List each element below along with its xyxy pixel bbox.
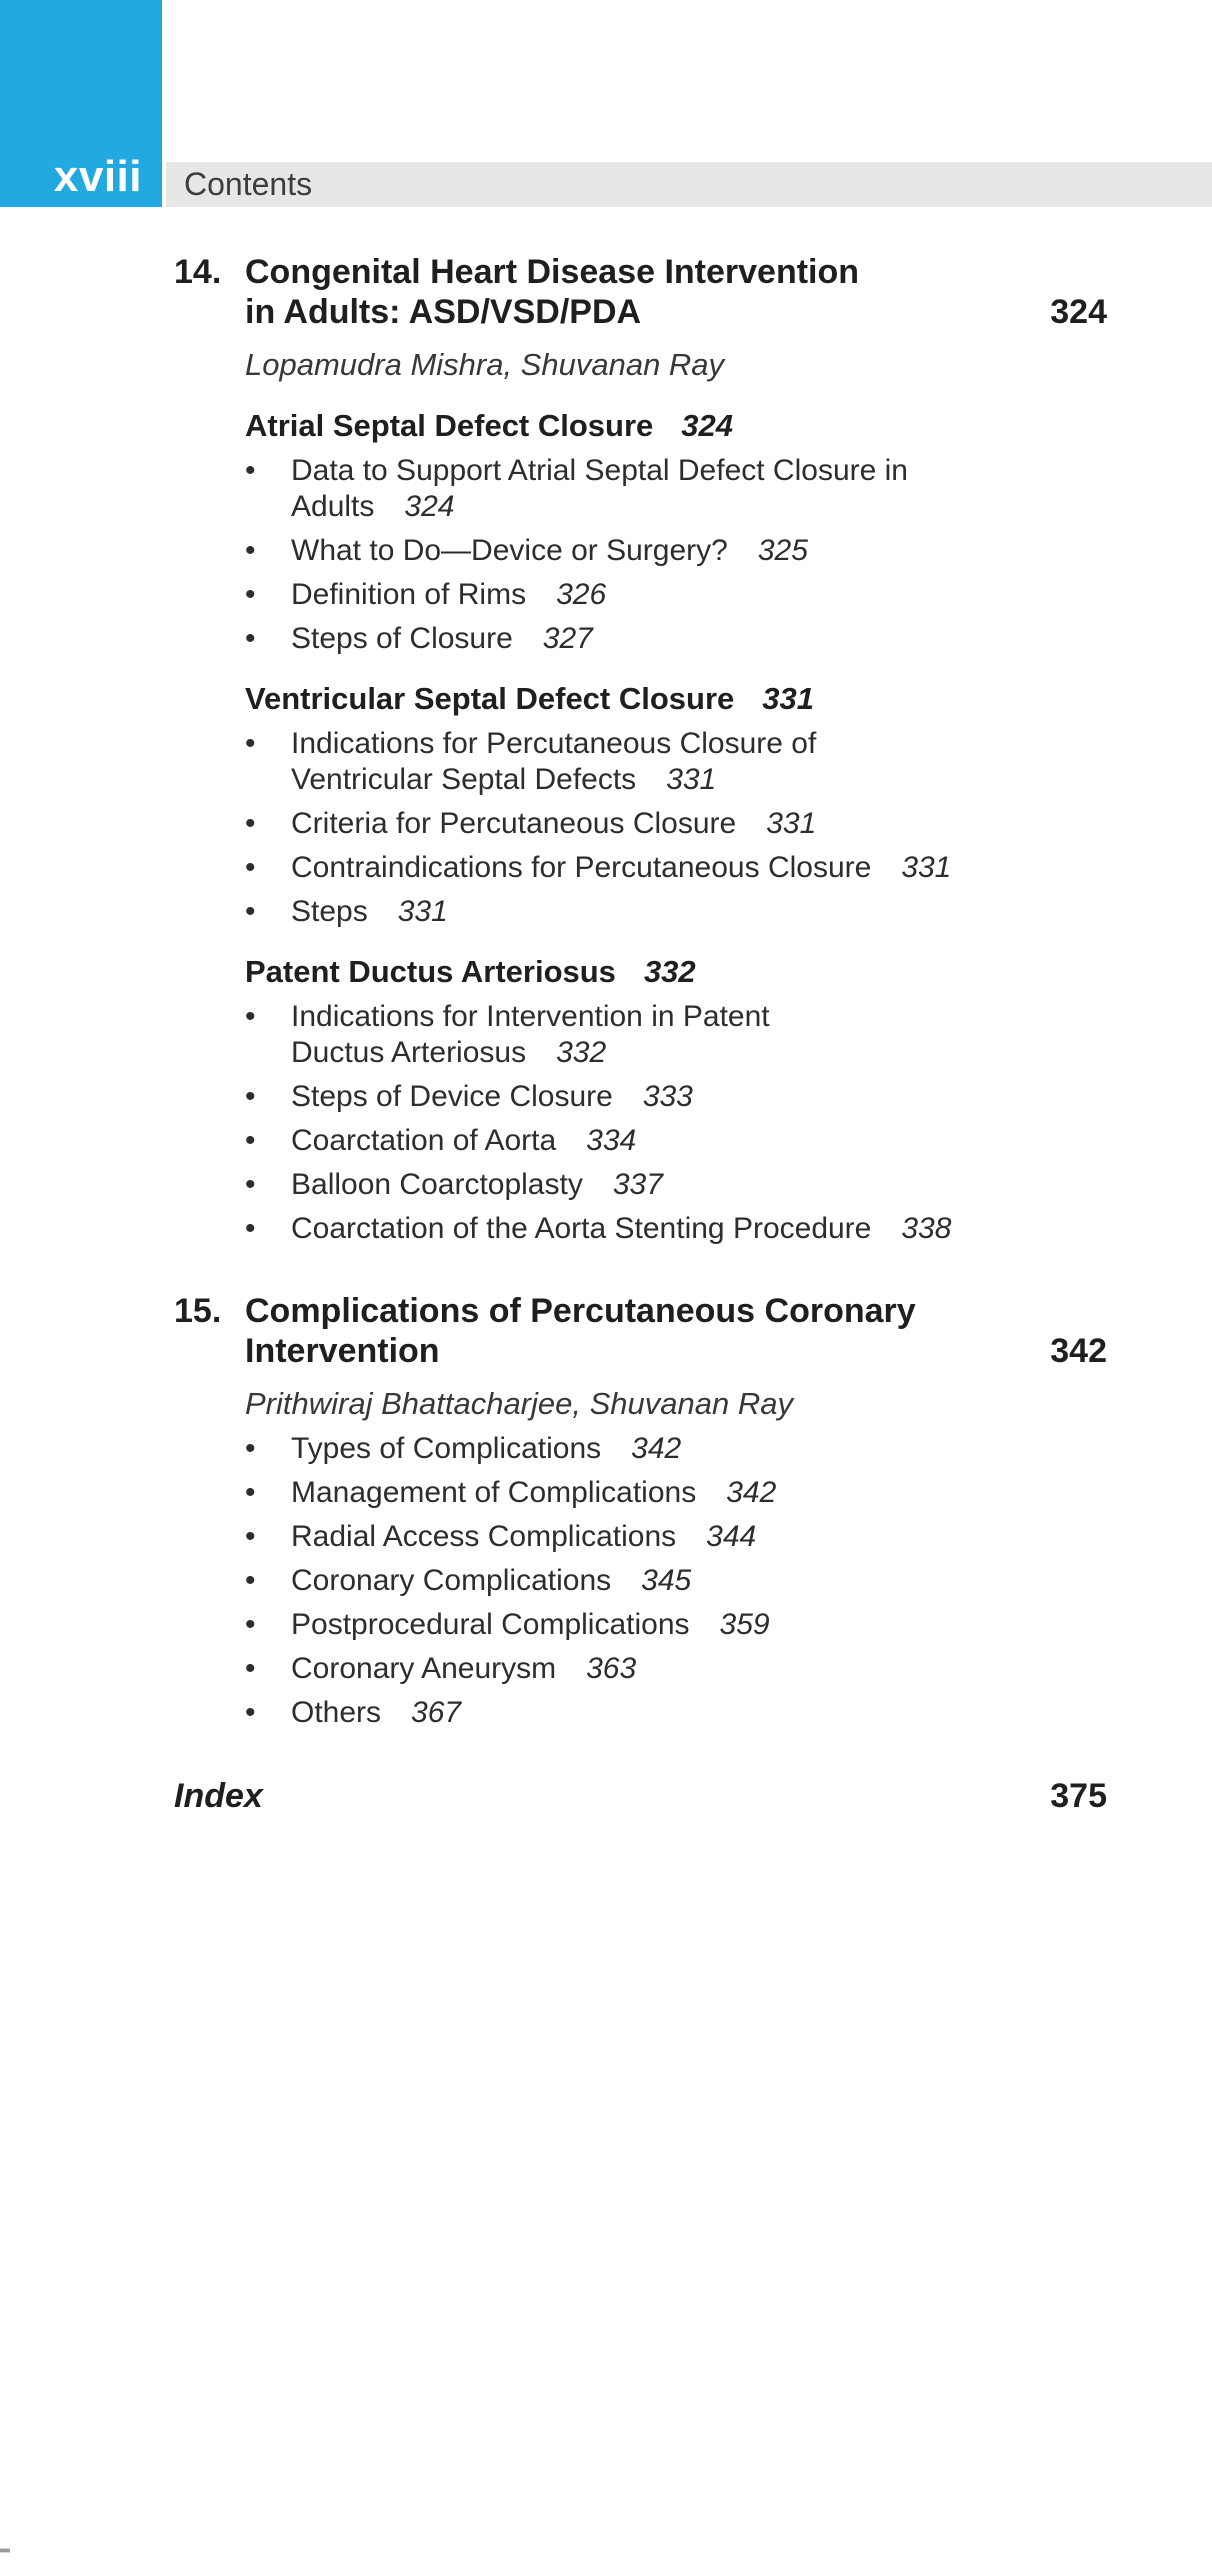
bullet-text-block	[291, 1123, 1107, 1159]
bullet-page-number: 342	[631, 1432, 682, 1465]
bullet-text-line	[291, 1695, 1107, 1731]
bullet-text: Steps	[291, 895, 368, 928]
bullet-entry	[245, 1651, 1107, 1687]
bullet-page-number: 338	[901, 1212, 952, 1245]
bullet-icon: •	[245, 895, 256, 928]
bullet-text-line	[291, 806, 1107, 842]
bullet-entry	[245, 621, 1107, 657]
bullet-text: Contraindications for Percutaneous Closure	[291, 851, 872, 884]
bullet-text-line	[291, 999, 1107, 1035]
bullet-entry	[245, 1695, 1107, 1731]
bullet-entry	[245, 1475, 1107, 1511]
bullet-text-line	[291, 1519, 1107, 1555]
bullet-entry	[245, 1563, 1107, 1599]
chapter-title-text: in Adults: ASD/VSD/PDA	[245, 293, 642, 331]
bullet-icon: •	[245, 807, 256, 840]
chapter-entry	[174, 1291, 1107, 1731]
chapter-authors: Lopamudra Mishra, Shuvanan Ray	[245, 347, 725, 382]
bullet-page-number: 337	[612, 1168, 663, 1201]
bullet-entry	[245, 1519, 1107, 1555]
bullet-text: Postprocedural Complications	[291, 1608, 690, 1641]
bullet-text-block	[291, 894, 1107, 930]
bullet-page-number: 344	[706, 1520, 757, 1553]
bullet-entry	[245, 533, 1107, 569]
bullet-entry	[245, 1167, 1107, 1203]
chapter-page-number: 324	[1050, 293, 1107, 331]
section-title: Ventricular Septal Defect Closure	[245, 681, 735, 716]
bullet-text-line	[291, 1123, 1107, 1159]
bullet-page-number: 334	[586, 1124, 637, 1157]
folio-block	[0, 0, 162, 207]
bullet-text-block	[291, 1695, 1107, 1731]
bullet-entry	[245, 806, 1107, 842]
bullet-text: What to Do—Device or Surgery?	[291, 534, 728, 567]
section-entry	[245, 407, 1107, 445]
chapter-title	[245, 252, 1107, 332]
chapter-title-line	[245, 1291, 1107, 1331]
bullet-text: Balloon Coarctoplasty	[291, 1168, 583, 1201]
bullet-text: Adults	[291, 490, 375, 523]
bullet-text-block	[291, 806, 1107, 842]
page-corner-mark	[0, 2548, 10, 2553]
bullet-entry	[245, 894, 1107, 930]
bullet-entry	[245, 1123, 1107, 1159]
bullet-text: Steps of Closure	[291, 622, 513, 655]
chapter-title-text: Congenital Heart Disease Intervention	[245, 253, 860, 291]
page-folio: xviii	[53, 152, 142, 201]
bullet-icon: •	[245, 1000, 256, 1033]
bullet-text-line	[291, 1607, 1107, 1643]
bullet-page-number: 331	[766, 807, 817, 840]
index-page-number: 375	[1050, 1777, 1107, 1815]
section-page-number: 332	[643, 954, 696, 989]
bullet-text: Coarctation of the Aorta Stenting Procedure	[291, 1212, 872, 1245]
bullet-icon: •	[245, 1652, 256, 1685]
bullet-icon: •	[245, 1168, 256, 1201]
bullet-text-line	[291, 850, 1107, 886]
bullet-text-block	[291, 1079, 1107, 1115]
bullet-icon: •	[245, 534, 256, 567]
bullet-entry	[245, 1431, 1107, 1467]
bullet-text-block	[291, 999, 1107, 1071]
bullet-page-number: 324	[404, 490, 455, 523]
bullet-icon: •	[245, 622, 256, 655]
chapter-item-list	[245, 1431, 1107, 1731]
bullet-page-number: 326	[556, 578, 607, 611]
chapter-title	[245, 1291, 1107, 1371]
bullet-text-block	[291, 1563, 1107, 1599]
bullet-text: Types of Complications	[291, 1432, 602, 1465]
bullet-text: Ductus Arteriosus	[291, 1036, 527, 1069]
bullet-entry	[245, 726, 1107, 798]
section-title: Atrial Septal Defect Closure	[245, 408, 654, 443]
bullet-icon: •	[245, 1080, 256, 1113]
bullet-page-number: 325	[757, 534, 808, 567]
bullet-icon: •	[245, 454, 256, 487]
bullet-text-line	[291, 1651, 1107, 1687]
bullet-text-block	[291, 1475, 1107, 1511]
section-entry	[245, 680, 1107, 718]
chapter-list	[174, 252, 1107, 1731]
bullet-text: Ventricular Septal Defects	[291, 763, 637, 796]
bullet-text: Coronary Aneurysm	[291, 1652, 557, 1685]
bullet-icon: •	[245, 1212, 256, 1245]
bullet-text-line	[291, 1475, 1107, 1511]
chapter-number: 15.	[174, 1292, 222, 1330]
chapter-title-line	[245, 292, 1107, 332]
bullet-text-line	[291, 1211, 1107, 1247]
section-entry	[245, 953, 1107, 991]
chapter-item-list	[245, 407, 1107, 1247]
bullet-text: Criteria for Percutaneous Closure	[291, 807, 737, 840]
bullet-entry	[245, 1211, 1107, 1247]
bullet-page-number: 331	[397, 895, 448, 928]
running-head-title: Contents	[184, 166, 313, 202]
bullet-icon: •	[245, 578, 256, 611]
bullet-icon: •	[245, 1124, 256, 1157]
bullet-entry	[245, 999, 1107, 1071]
bullet-text-block	[291, 453, 1107, 525]
bullet-text: Indications for Percutaneous Closure of	[291, 727, 817, 760]
bullet-entry	[245, 1079, 1107, 1115]
chapter-title-line	[245, 252, 1107, 292]
bullet-text-line	[291, 1035, 1107, 1071]
bullet-icon: •	[245, 1608, 256, 1641]
bullet-page-number: 333	[642, 1080, 693, 1113]
bullet-text-line	[291, 577, 1107, 613]
bullet-text: Management of Complications	[291, 1476, 697, 1509]
bullet-icon: •	[245, 1520, 256, 1553]
bullet-text: Others	[291, 1696, 382, 1729]
section-title: Patent Ductus Arteriosus	[245, 954, 616, 989]
bullet-text-line	[291, 1079, 1107, 1115]
bullet-text-block	[291, 1431, 1107, 1467]
bullet-page-number: 363	[586, 1652, 637, 1685]
bullet-entry	[245, 850, 1107, 886]
chapter-heading	[174, 252, 1107, 332]
bullet-entry	[245, 1607, 1107, 1643]
bullet-text-block	[291, 1167, 1107, 1203]
chapter-title-text: Complications of Percutaneous Coronary	[245, 1292, 916, 1330]
bullet-page-number: 359	[719, 1608, 770, 1641]
bullet-entry	[245, 453, 1107, 525]
bullet-text: Coronary Complications	[291, 1564, 612, 1597]
bullet-icon: •	[245, 1696, 256, 1729]
bullet-text-block	[291, 1211, 1107, 1247]
bullet-page-number: 327	[542, 622, 593, 655]
index-entry	[174, 1777, 1107, 1816]
bullet-text-block	[291, 533, 1107, 569]
bullet-page-number: 342	[726, 1476, 777, 1509]
chapter-page-number: 342	[1050, 1332, 1107, 1370]
bullet-text-line	[291, 726, 1107, 762]
bullet-text-line	[291, 1167, 1107, 1203]
bullet-entry	[245, 577, 1107, 613]
bullet-text-line	[291, 894, 1107, 930]
bullet-text-block	[291, 1519, 1107, 1555]
bullet-text: Coarctation of Aorta	[291, 1124, 557, 1157]
table-of-contents	[174, 252, 1107, 1816]
bullet-text-line	[291, 533, 1107, 569]
bullet-text: Indications for Intervention in Patent	[291, 1000, 770, 1033]
bullet-text-line	[291, 489, 1107, 525]
bullet-icon: •	[245, 1432, 256, 1465]
chapter-authors: Prithwiraj Bhattacharjee, Shuvanan Ray	[245, 1386, 793, 1421]
bullet-icon: •	[245, 1476, 256, 1509]
index-label: Index	[174, 1777, 263, 1815]
bullet-text-block	[291, 577, 1107, 613]
section-page-number: 324	[681, 408, 734, 443]
bullet-text: Definition of Rims	[291, 578, 527, 611]
bullet-page-number: 331	[901, 851, 952, 884]
bullet-text-line	[291, 453, 1107, 489]
bullet-text: Steps of Device Closure	[291, 1080, 613, 1113]
chapter-number: 14.	[174, 253, 222, 291]
bullet-text-block	[291, 726, 1107, 798]
bullet-text: Radial Access Complications	[291, 1520, 677, 1553]
bullet-text-block	[291, 621, 1107, 657]
chapter-title-line	[245, 1331, 1107, 1371]
section-page-number: 331	[762, 681, 815, 716]
chapter-entry	[174, 252, 1107, 1247]
bullet-page-number: 331	[666, 763, 717, 796]
bullet-text-block	[291, 1607, 1107, 1643]
chapter-title-text: Intervention	[245, 1332, 440, 1370]
bullet-page-number: 332	[556, 1036, 607, 1069]
running-head-bar	[166, 162, 1212, 207]
bullet-text-line	[291, 1563, 1107, 1599]
bullet-icon: •	[245, 727, 256, 760]
bullet-text-line	[291, 621, 1107, 657]
bullet-text-line	[291, 1431, 1107, 1467]
bullet-text-block	[291, 1651, 1107, 1687]
bullet-text: Data to Support Atrial Septal Defect Closure in	[291, 454, 908, 487]
bullet-page-number: 345	[641, 1564, 692, 1597]
bullet-page-number: 367	[411, 1696, 462, 1729]
bullet-text-block	[291, 850, 1107, 886]
chapter-heading	[174, 1291, 1107, 1371]
bullet-text-line	[291, 762, 1107, 798]
bullet-icon: •	[245, 1564, 256, 1597]
bullet-icon: •	[245, 851, 256, 884]
